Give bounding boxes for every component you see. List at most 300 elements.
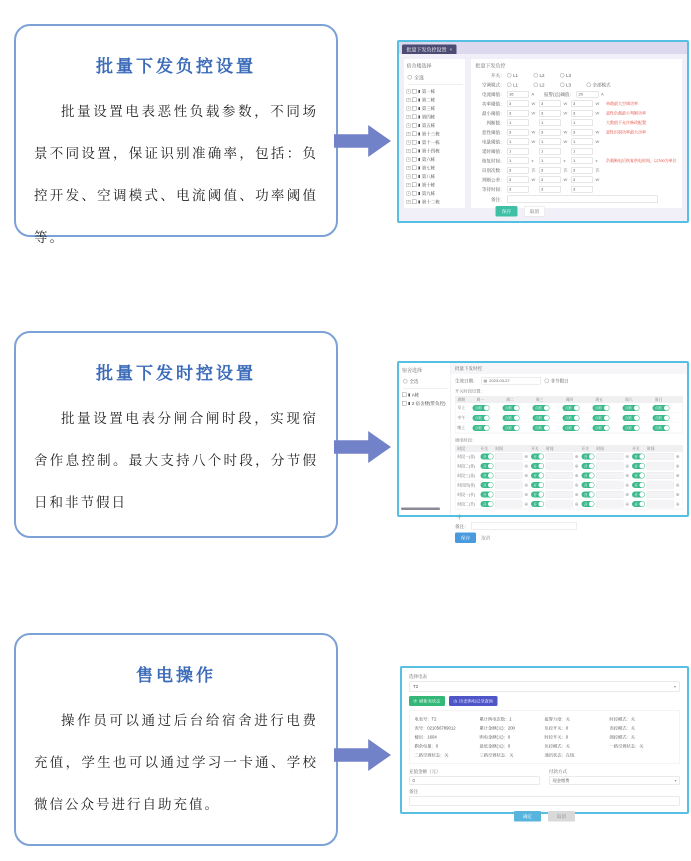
remark-label: 备注： [455, 523, 469, 529]
period-row [456, 500, 683, 510]
time-range-input [495, 463, 523, 470]
time-range-input [596, 472, 624, 479]
toggle-switch: 合闸 [503, 415, 520, 421]
stepper-icon: ⊕ [675, 501, 680, 507]
info-item: 楼层：1604 [414, 734, 437, 740]
unit-label: W [595, 139, 600, 144]
value-input: 1 [571, 158, 593, 165]
value-input: 3 [571, 186, 593, 193]
value-input: 1 [571, 120, 593, 127]
unit-label: 次 [595, 168, 600, 173]
toggle-switch: 开 [632, 492, 645, 498]
col-header: 时间 [546, 446, 554, 451]
info-item: 三路空调状态：关 [479, 752, 514, 758]
col-header: 周一 [476, 397, 484, 402]
tree-panel-title: 宿舍楼选择 [406, 63, 432, 69]
tree-item-label: 第一栋 [421, 89, 436, 94]
stepper-icon: ⊕ [625, 453, 629, 459]
history-query-button: ◷ 历史购电记录查询 [449, 696, 498, 706]
unit-label: W [595, 101, 600, 106]
form-row [476, 139, 678, 146]
screenshot-vending-form [400, 666, 689, 819]
toggle-switch: 开 [632, 454, 645, 460]
confirm-button: 确定 [514, 811, 541, 822]
stepper-icon: ⊕ [524, 482, 528, 488]
chevron-down-icon: ▾ [674, 778, 677, 783]
stepper-icon: ⊕ [675, 482, 680, 488]
field-label: 判断数： [486, 120, 505, 126]
unit-label: A [531, 92, 535, 97]
tree-item [407, 173, 463, 180]
amount-input: 0 [409, 777, 540, 785]
value-input: 1 [539, 148, 561, 155]
cancel-button: 取消 [524, 206, 545, 217]
row-label: 时段二(节) [457, 501, 475, 507]
row-label: 时段一(节) [457, 492, 475, 497]
toggle-switch: 开 [632, 482, 645, 488]
card-title: 售电操作 [136, 666, 216, 685]
chevron-down-icon: ▾ [673, 684, 676, 689]
info-item: 通讯状态：在线 [544, 752, 575, 758]
folder-icon: ▮ [418, 173, 421, 179]
time-range-input [495, 501, 523, 508]
unit-label: 次 [531, 168, 536, 173]
card-title: 批量下发负控设置 [96, 57, 256, 76]
checkbox-icon [412, 123, 417, 128]
expand-icon: + [407, 98, 410, 102]
checkbox-icon [412, 191, 417, 196]
form-row [476, 186, 678, 193]
table-header [456, 397, 683, 404]
folder-icon: ▮ [418, 165, 421, 170]
tree-item [407, 190, 463, 197]
remark-row [455, 522, 683, 530]
field-label: 恶性阈值： [481, 130, 505, 135]
checkbox-icon [412, 140, 417, 145]
tree-item-label: 第六栋 [421, 157, 436, 162]
col-header: 周期 [457, 397, 465, 402]
field-label: 恢复时间： [481, 158, 505, 164]
col-header: 时间 [596, 446, 604, 451]
stepper-icon: ⊕ [524, 491, 528, 497]
tree-item-label: A栋 [411, 392, 420, 398]
row-label: 时段三(非) [457, 473, 475, 478]
folder-icon: ▮ [418, 148, 421, 153]
feature-card-time-control [14, 331, 338, 538]
toggle-switch: 开 [632, 501, 645, 507]
table-row [456, 413, 683, 423]
stepper-icon: ⊕ [675, 472, 680, 478]
toggle-switch: 合闸 [623, 405, 640, 411]
info-item: 电表号：T2 [414, 716, 437, 722]
col-header: 开关 [632, 446, 640, 451]
time-range-input [647, 472, 675, 479]
current-input: 16 [507, 91, 529, 98]
expand-icon: + [407, 115, 410, 119]
form-actions [496, 206, 678, 217]
right-arrow-icon [334, 426, 391, 468]
time-control-panel [451, 363, 687, 541]
value-input: 1 [571, 139, 593, 146]
toggle-switch: 开 [632, 473, 645, 479]
form-panel-title: 批量下发负控 [475, 63, 506, 69]
time-range-input [546, 491, 574, 498]
tree-item-label: 2 宿舍楼(带负控) [411, 401, 446, 406]
period-row [456, 490, 683, 500]
time-range-input [647, 482, 675, 489]
tree-item [407, 131, 463, 138]
info-column [415, 715, 480, 760]
unit-label: s [563, 158, 566, 163]
row-label: 时段二(非) [457, 463, 475, 469]
toggle-switch: 开 [531, 501, 544, 507]
cancel-button: 取消 [548, 811, 575, 822]
info-item: 剩余电量：0 [414, 743, 439, 749]
time-range-input [596, 482, 624, 489]
stepper-icon: ⊕ [524, 463, 528, 469]
select-all-label: 全选 [414, 75, 424, 81]
folder-icon: ▮ [418, 97, 421, 102]
folder-icon: ▮ [418, 114, 421, 119]
folder-icon: ▮ [418, 156, 421, 162]
remark-input [409, 797, 680, 806]
period-row [456, 452, 683, 462]
value-input: 1 [571, 148, 593, 155]
toggle-switch: 开 [582, 463, 595, 469]
ac-option: L3 [560, 82, 571, 87]
unit-label: W [531, 177, 536, 182]
week-toggle-table [455, 396, 683, 434]
field-label: 电量阈值： [481, 139, 505, 145]
folder-icon: ▮ [418, 131, 421, 136]
validation-hint: 恶性负载最小判断功率 [606, 111, 646, 116]
checkbox-icon [412, 174, 417, 179]
phase-option: L2 [534, 73, 545, 78]
feature-card-vending [14, 633, 338, 846]
value-input: 1 [507, 120, 529, 127]
tree-item [402, 400, 448, 407]
payment-method-field [549, 768, 680, 785]
card-body: 批量设置电表分闸合闸时段，实现宿舍作息控制。最大支持八个时段，分节假日和非节假日 [34, 411, 318, 510]
field-label: 功率阈值： [481, 101, 505, 107]
panel-header: 批量下发时控 [451, 363, 687, 374]
close-icon: × [449, 46, 453, 52]
expand-icon: + [407, 183, 410, 187]
form-row [476, 177, 678, 184]
unit-label: W [563, 177, 568, 182]
period-row [456, 462, 683, 472]
folder-icon: ▮ [418, 182, 421, 187]
toggle-switch: 合闸 [623, 415, 640, 421]
alarm-input: 20 [577, 91, 599, 98]
tree-item-label: 第五栋 [421, 123, 436, 128]
tree-item [407, 182, 463, 189]
toggle-switch: 合闸 [503, 425, 520, 431]
select-all-row [403, 378, 448, 389]
col-header: 周三 [535, 397, 544, 402]
tree-item-label: 第七栋 [421, 165, 436, 171]
time-range-input [596, 463, 624, 470]
checkbox-icon [412, 98, 417, 103]
ac-option-all: 全部模式 [587, 82, 611, 89]
building-tree-panel [403, 58, 466, 209]
info-item: 时控模式：关 [609, 716, 636, 722]
time-range-input [647, 453, 675, 460]
time-range-input [596, 453, 624, 460]
time-range-input [546, 453, 574, 460]
validation-hint: 恶性识别功率最大功率 [606, 130, 646, 135]
radio-icon [507, 83, 512, 88]
stepper-icon: ⊕ [675, 463, 680, 469]
value-input: 3 [539, 167, 561, 174]
row-label: 早上 [457, 405, 465, 410]
toggle-switch: 合闸 [593, 415, 610, 421]
table-header [456, 446, 683, 453]
time-range-input [546, 472, 574, 479]
checkbox-icon [412, 157, 417, 162]
toggle-switch: 开 [531, 454, 544, 460]
card-body: 操作员可以通过后台给宿舍进行电费充值，学生也可以通过学习一卡通、学校微信公众号进行自助充值。 [34, 713, 318, 812]
meter-select-label: 选择电表 [409, 674, 428, 679]
value-input: 3 [507, 167, 529, 174]
tree-item-label: 第十栋 [421, 182, 436, 188]
value-input: 3 [507, 110, 529, 117]
toggle-switch: 合闸 [503, 405, 520, 411]
current-threshold-row [476, 91, 678, 98]
value-input: 3 [507, 101, 529, 108]
unit-label: W [595, 111, 600, 116]
tree-item-label: 第十二栋 [421, 199, 440, 205]
screenshot-load-control-settings [397, 40, 689, 223]
time-range-input [647, 501, 675, 508]
stepper-icon: ⊕ [625, 482, 629, 488]
tab-load-control [402, 45, 457, 55]
time-range-input [495, 453, 523, 460]
value-input: 3 [571, 167, 593, 174]
toggle-switch: 开 [481, 501, 494, 507]
value-input: 3 [507, 129, 529, 136]
col-header: 周六 [625, 397, 633, 402]
refresh-icon: ⟳ [413, 698, 418, 704]
tab-bar [399, 42, 687, 54]
stepper-icon: ⊕ [625, 491, 629, 497]
folder-icon: ▮ [418, 190, 421, 196]
checkbox-icon [402, 393, 407, 398]
info-item: 累计购电次数：1 [479, 716, 512, 722]
time-range-input [596, 491, 624, 498]
unit-label: A [601, 92, 604, 97]
tree-item [407, 156, 463, 163]
remark-input [507, 196, 658, 204]
stepper-icon: ⊕ [524, 501, 528, 507]
add-period-icon: ＋ [456, 513, 463, 521]
field-label: 空调模式： [481, 82, 505, 88]
meter-select-value: T2 [413, 684, 419, 689]
toggle-switch: 开 [481, 492, 494, 498]
form-row [476, 167, 678, 174]
value-input: 3 [539, 129, 561, 136]
stepper-icon: ⊕ [524, 453, 528, 459]
tree-item [407, 114, 463, 121]
info-column [545, 715, 610, 760]
tree-item-label: 第四栋 [421, 114, 436, 120]
value-input: 1 [539, 120, 561, 127]
unit-label: W [531, 111, 536, 116]
recharge-amount-field [409, 768, 540, 785]
info-item: 报警力度：关 [544, 716, 571, 722]
toggle-switch: 合闸 [533, 405, 550, 411]
tree-item-label: 第九栋 [421, 191, 436, 196]
table-row [456, 423, 683, 433]
row-label: 中午 [457, 415, 465, 420]
checkbox-icon [412, 106, 417, 111]
col-header: 时间 [495, 446, 503, 451]
time-range-input [647, 463, 675, 470]
unit-label: W [531, 101, 536, 106]
value-input: 3 [571, 110, 593, 117]
time-range-input [546, 501, 574, 508]
field-label: 备注： [490, 197, 505, 202]
stepper-icon: ⊕ [574, 491, 579, 497]
stepper-icon: ⊕ [675, 491, 680, 497]
form-actions [409, 811, 680, 822]
toggle-switch: 合闸 [473, 405, 490, 411]
col-header: 开关 [581, 446, 589, 451]
toggle-switch: 开 [531, 482, 544, 488]
expand-icon: + [407, 166, 410, 170]
date-value: 2023-03-27 [489, 378, 510, 383]
info-item: 负控开关：0 [544, 725, 569, 731]
unit-label: W [531, 139, 536, 144]
col-header: 周五 [595, 397, 603, 402]
tree-item-label: 第三栋 [421, 106, 436, 111]
value-input: 3 [539, 186, 561, 193]
form-row [476, 101, 678, 108]
form-row [476, 110, 678, 117]
expand-icon: + [407, 149, 410, 153]
toggle-switch: 开 [582, 454, 595, 460]
stepper-icon: ⊕ [574, 482, 579, 488]
stepper-icon: ⊕ [625, 472, 629, 478]
value-input: 1 [539, 139, 561, 146]
tab-label: 批量下发负控设置 [406, 47, 447, 53]
toggle-switch: 开 [582, 501, 595, 507]
time-range-input [495, 472, 523, 479]
stepper-icon: ⊕ [524, 472, 528, 478]
stepper-icon: ⊕ [574, 453, 579, 459]
unit-label: W [563, 101, 568, 106]
period-row [456, 481, 683, 491]
remark-field [409, 788, 680, 806]
value-input: 3 [571, 177, 593, 184]
card-body: 批量设置电表恶性负载参数，不同场景不同设置，保证识别准确率，包括：负控开发、空调模式、电流阈值、功率阈值等。 [34, 104, 318, 245]
time-range-input [596, 501, 624, 508]
stepper-icon: ⊕ [574, 472, 579, 478]
unit-label: s [595, 158, 598, 163]
tree-item [407, 122, 463, 129]
stepper-icon: ⊕ [574, 463, 579, 469]
col-header: 时间 [647, 446, 655, 451]
remark-row [476, 196, 678, 204]
folder-icon: ▮ [418, 122, 421, 128]
period-section-label: 通电时段： [455, 437, 477, 443]
save-button: 保存 [496, 206, 518, 217]
right-arrow-icon [334, 120, 391, 162]
value-input: 1 [539, 158, 561, 165]
row-label: 时段四(非) [457, 482, 475, 488]
col-header: 开关 [531, 446, 539, 451]
value-input: 3 [507, 186, 529, 193]
radio-icon [534, 73, 539, 78]
info-item: 表控模式：关 [609, 725, 636, 731]
col-header: 开关 [480, 446, 488, 451]
radio-icon [408, 75, 413, 80]
toggle-switch: 合闸 [533, 415, 550, 421]
toggle-switch: 合闸 [473, 425, 490, 431]
tree-item-label: 第十四栋 [421, 148, 440, 154]
amount-label: 充值金额（元） [409, 769, 441, 774]
row-label: 晚上 [457, 425, 465, 430]
form-row [476, 120, 678, 127]
unit-label: W [563, 111, 568, 116]
value-input: 1 [507, 158, 529, 165]
expand-icon: + [407, 89, 410, 94]
toggle-switch: 合闸 [593, 405, 610, 411]
ac-option: L1 [507, 82, 518, 87]
toggle-switch: 合闸 [653, 425, 670, 431]
info-column [480, 715, 545, 760]
scrollbar [401, 508, 440, 511]
field-label: 等待时间： [481, 187, 505, 192]
info-item: 累计金额(元)：200 [479, 725, 515, 731]
refresh-meter-button: ⟳ 刷新表状态 [409, 696, 445, 706]
folder-icon: ▮ [418, 139, 421, 145]
checkbox-icon [412, 89, 417, 94]
toggle-switch: 开 [481, 473, 494, 479]
folder-icon: ▮ [418, 105, 421, 111]
expand-icon: + [407, 140, 410, 145]
info-item: 时控开关：0 [544, 734, 569, 740]
info-item: 负控模式：关 [544, 743, 571, 749]
radio-icon [560, 83, 565, 88]
expand-icon: + [407, 191, 410, 196]
validation-hint: 大数值不允许修改配置 [606, 120, 646, 125]
unit-label: W [595, 177, 600, 182]
info-item: 表号：021056789012 [414, 725, 456, 731]
tree-item-label: 第十三栋 [421, 131, 440, 137]
toggle-switch: 开 [582, 482, 595, 488]
toggle-switch: 合闸 [563, 425, 580, 431]
right-arrow-icon [334, 734, 391, 776]
value-input: 3 [539, 101, 561, 108]
save-button: 保存 [455, 533, 476, 544]
col-header: 周四 [565, 397, 574, 402]
payment-select: 现金缴费 ▾ [549, 777, 680, 785]
tree-item [407, 88, 463, 95]
checkbox-icon [402, 401, 407, 406]
expand-icon: + [407, 200, 410, 204]
unit-label: s [531, 158, 534, 163]
unit-label: W [563, 139, 568, 144]
holiday-option: 非节假日 [545, 378, 569, 385]
value-input: 3 [507, 177, 529, 184]
radio-icon [403, 379, 408, 384]
toggle-switch: 合闸 [653, 405, 670, 411]
form-row [476, 148, 678, 155]
toggle-switch: 开 [531, 492, 544, 498]
toggle-switch: 合闸 [533, 425, 550, 431]
toggle-switch: 合闸 [653, 415, 670, 421]
